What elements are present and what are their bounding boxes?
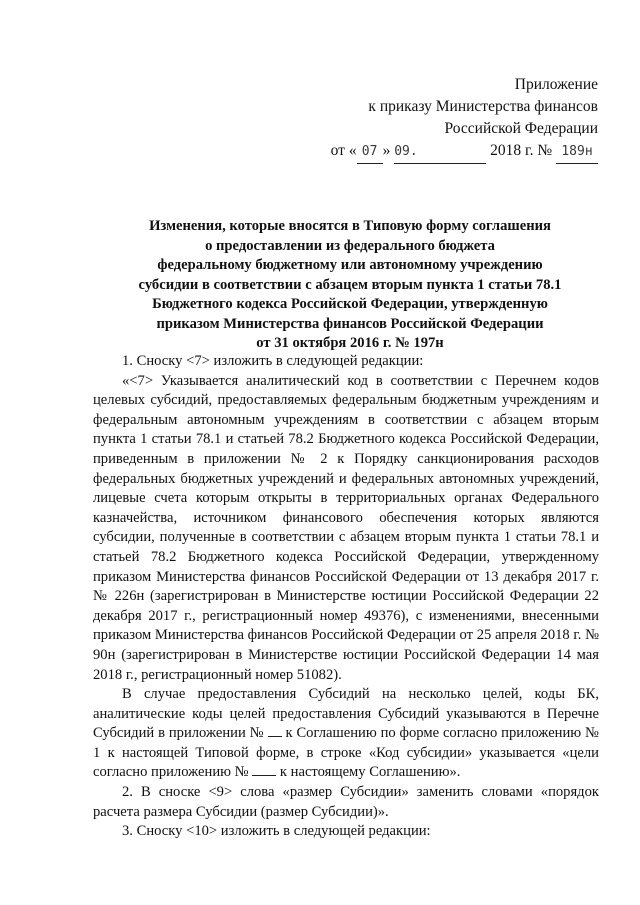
date-year: 2018 г. № bbox=[490, 142, 553, 159]
paragraph-4: 2. В сноске <9> слова «размер Субсидии» заменить словами «порядок расчета размера Субсидии (размер Субсидии)». bbox=[93, 784, 599, 820]
title-line: Изменения, которые вносятся в Типовую форму соглашения bbox=[149, 218, 551, 234]
date-prefix: от « bbox=[330, 142, 357, 159]
blank-field bbox=[268, 736, 282, 737]
document-body bbox=[93, 352, 599, 842]
title-line: Бюджетного кодекса Российской Федерации, утвержденную bbox=[152, 296, 548, 312]
title-line: о предоставлении из федерального бюджета bbox=[205, 237, 495, 254]
title-line: субсидии в соответствии с абзацем вторым пункта 1 статьи 78.1 bbox=[138, 276, 562, 293]
title-line: федеральному бюджетному или автономному учреждению bbox=[157, 257, 543, 273]
document-title bbox=[120, 217, 580, 354]
annex-order-ref: к приказу Министерства финансов bbox=[368, 98, 598, 115]
annex-date-line bbox=[331, 140, 598, 164]
date-day: 07 bbox=[361, 144, 378, 159]
annex-title: Приложение bbox=[514, 76, 598, 93]
annex-ministry: Российской Федерации bbox=[444, 120, 598, 137]
paragraph-2: «<7> Указывается аналитический код в соответствии с Перечнем кодов целевых субсидий, предоставляемых федеральным бюджетным учреждениям и федеральным автономным учреждениям в соответствии с абзацем вторым пункта 1 статьи 78.1 и статьей 78.2 Бюджетного кодекса Российской Федерации, приведенным в приложении № 2 к Порядку санкционирования расходов федеральных бюджетных учреждений и федеральных автономных учреждений, лицевые счета которым открыты в территориальных органах Федерального казначейства, источником финансового обеспечения которых являются субсидии, полученные в соответствии с абзацем вторым пункта 1 статьи 78.1 и статьей 78.2 Бюджетного кодекса Российской Федерации, утвержденному приказом Министерства финансов Российской Федерации от 13 декабря 2017 г. № 226н (зарегистрирован в Министерстве юстиции Российской Федерации 22 декабря 2017 г., регистрационный номер 49376), с изменениями, внесенными приказом Министерства финансов Российской Федерации от 25 апреля 2018 г. № 90н (зарегистрирован в Министерстве юстиции Российской Федерации 14 мая 2018 г., регистрационный номер 51082). bbox=[93, 372, 599, 683]
annex-header bbox=[331, 74, 598, 164]
paragraph-3: В случае предоставления Субсидий на несколько целей, коды БК, аналитические коды целей предоставления Субсидий указываются в Перечне Субсидий в приложении № к Соглашению по форме согласно приложению № 1 к настоящей Типовой форме, в строке «Код субсидии» указывается «цели согласно приложению № к настоящему Соглашению». bbox=[93, 686, 599, 781]
paragraph-5: 3. Сноску <10> изложить в следующей редакции: bbox=[122, 823, 431, 840]
title-line: от 31 октября 2016 г. № 197н bbox=[256, 335, 444, 351]
date-month: 09. bbox=[394, 144, 418, 159]
blank-field bbox=[252, 775, 276, 776]
date-mid: » bbox=[382, 142, 391, 159]
paragraph-1: 1. Сноску <7> изложить в следующей редакции: bbox=[122, 353, 424, 369]
title-line: приказом Министерства финансов Российской Федерации bbox=[156, 315, 544, 332]
order-number: 189н bbox=[561, 144, 593, 159]
